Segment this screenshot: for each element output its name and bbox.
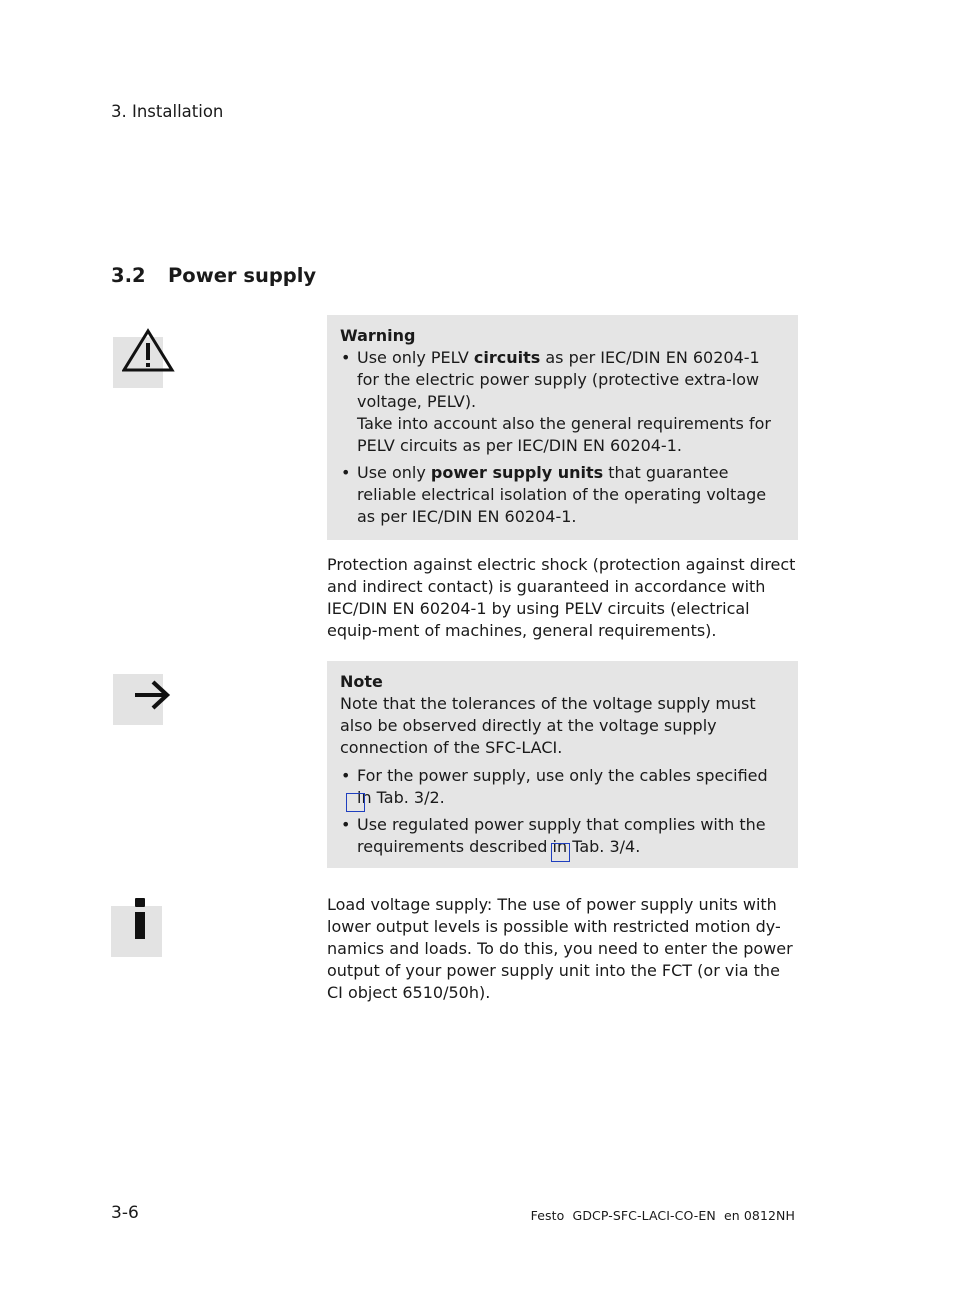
note-title: Note bbox=[340, 672, 383, 691]
warning-bullet-1-post: as per IEC/DIN EN 60204-1 for the electric power supply (protective extra-low voltage, PELV). bbox=[357, 348, 760, 411]
warning-bullet-1 bbox=[340, 347, 786, 457]
warning-icon-box bbox=[113, 337, 163, 388]
info-icon-box bbox=[111, 906, 162, 957]
info-icon bbox=[131, 896, 151, 946]
warning-bullet-2-bold: power supply units bbox=[430, 463, 604, 482]
section-title: Power supply bbox=[168, 264, 317, 287]
arrow-right-icon bbox=[133, 678, 173, 712]
warning-title: Warning bbox=[340, 326, 416, 345]
tab-3-4-link-box[interactable] bbox=[551, 843, 570, 862]
warning-triangle-icon bbox=[122, 327, 182, 377]
note-bullet-2: • Use regulated power supply that complies with the requirements described in Tab. 3/4. bbox=[340, 814, 786, 858]
note-body: Note that the tolerances of the voltage supply must also be observed directly at the voltage supply connection of the SFC-LACI. bbox=[340, 694, 756, 757]
warning-panel bbox=[327, 315, 798, 540]
tab-3-2-link-box[interactable] bbox=[346, 793, 365, 812]
section-number: 3.2 bbox=[111, 264, 146, 287]
warning-bullet-2-post: that guarantee reliable electrical isolation of the operating voltage as per IEC/DIN EN 60204-1. bbox=[357, 463, 767, 526]
note-icon-box bbox=[113, 674, 163, 725]
note-panel bbox=[327, 661, 798, 868]
footer-publisher: Festo GDCP-SFC-LACI-CO-EN en 0812NH bbox=[530, 1208, 795, 1223]
warning-bullet-1-extra: Take into account also the general requirements for PELV circuits as per IEC/DIN EN 60204-1. bbox=[357, 414, 771, 455]
page-number: 3-6 bbox=[111, 1203, 139, 1223]
warning-bullet-2-pre: Use only bbox=[357, 463, 431, 482]
warning-bullet-1-bold: circuits bbox=[473, 348, 541, 367]
protection-paragraph: Protection against electric shock (protection against direct and indirect contact) is guaranteed in accordance with IEC/DIN EN 60204-1 by using PELV circuits (electrical equip-ment of machines, general requirements). bbox=[327, 555, 796, 640]
running-head: 3. Installation bbox=[111, 102, 224, 121]
note-bullet-1: • For the power supply, use only the cables specified in Tab. 3/2. bbox=[340, 765, 786, 809]
section-heading bbox=[111, 264, 316, 287]
warning-bullet-1-pre: Use only PELV bbox=[357, 348, 474, 367]
warning-bullet-2 bbox=[340, 462, 786, 528]
info-paragraph: Load voltage supply: The use of power supply units with lower output levels is possible with restricted motion dy-namics and loads. To do this, you need to enter the power output of your power supply unit into the FCT (or via the CI object 6510/50h). bbox=[327, 895, 793, 1002]
